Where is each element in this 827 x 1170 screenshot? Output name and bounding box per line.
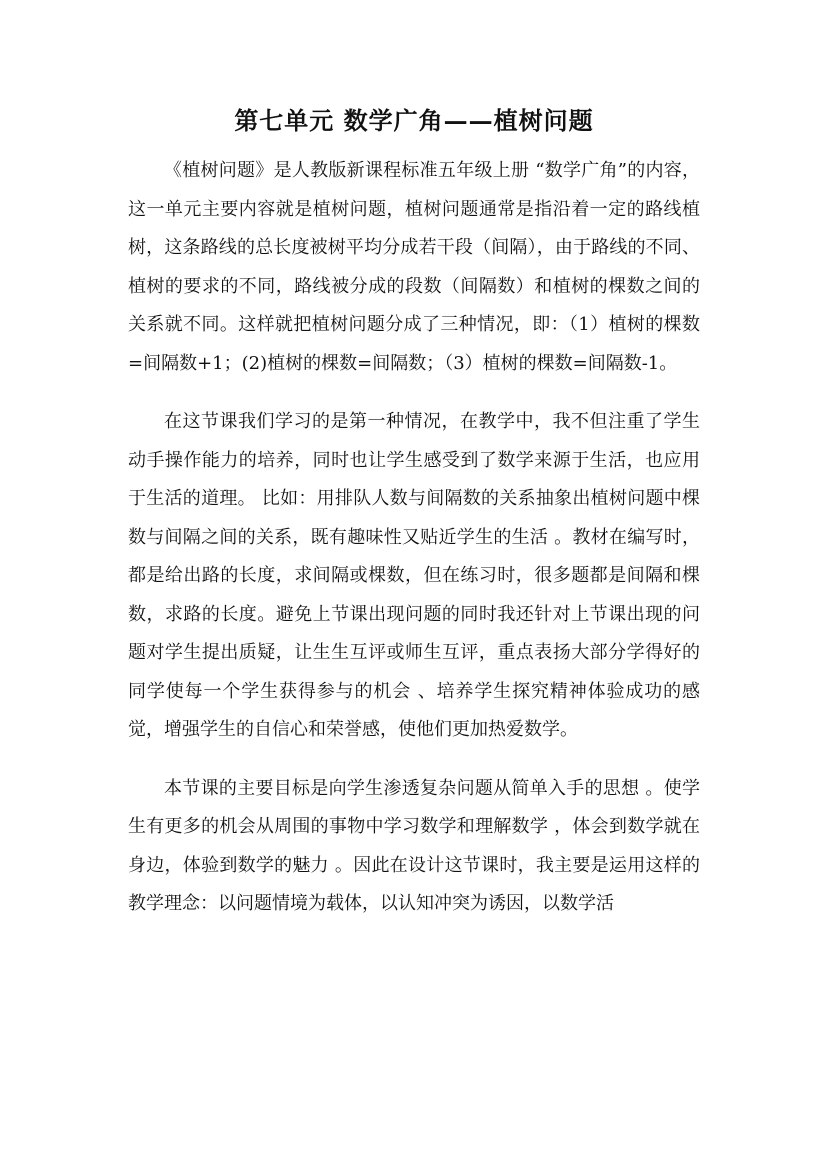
paragraph-intro: 《植树问题》是人教版新课程标准五年级上册 “数学广角”的内容，这一单元主要内容就是植树问题，植树问题通常是指沿着一定的路线植树，这条路线的总长度被树平均分成若干段（间隔），由于路线的不同、植树的要求的不同，路线被分成的段数（间隔数）和植树的棵数之间的关系就不同。这样就把植树问题分成了三种情况，即：（1）植树的棵数=间隔数+1；(2)植树的棵数=间隔数；（3）植树的棵数=间隔数-1。 bbox=[128, 160, 700, 374]
paragraph-lesson: 在这节课我们学习的是第一种情况，在教学中，我不但注重了学生动手操作能力的培养，同时也让学生感受到了数学来源于生活，也应用于生活的道理。 比如：用排队人数与间隔数的关系抽象出植树问题中棵数与间隔之间的关系，既有趣味性又贴近学生的生活 。教材在编写时，都是给出路的长度，求间隔或棵数，但在练习时，很多题都是间隔和棵数，求路的长度。避免上节课出现问题的同时我还针对上节课出现的问题对学生提出质疑，让生生互评或师生互评，重点表扬大部分学得好的同学使每一个学生获得参与的机会 、培养学生探究精神体验成功的感觉，增强学生的自信心和荣誉感，使他们更加热爱数学。 bbox=[128, 411, 700, 740]
paragraph-goals: 本节课的主要目标是向学生渗透复杂问题从简单入手的思想 。使学生有更多的机会从周围的事物中学习数学和理解数学 ，体会到数学就在身边，体验到数学的魅力 。因此在设计这节课时，我主要是运用这样的教学理念：以问题情境为载体，以认知冲突为诱因，以数学活 bbox=[128, 777, 700, 914]
document-title: 第七单元 数学广角——植树问题 bbox=[234, 106, 594, 135]
document-page bbox=[128, 104, 700, 924]
